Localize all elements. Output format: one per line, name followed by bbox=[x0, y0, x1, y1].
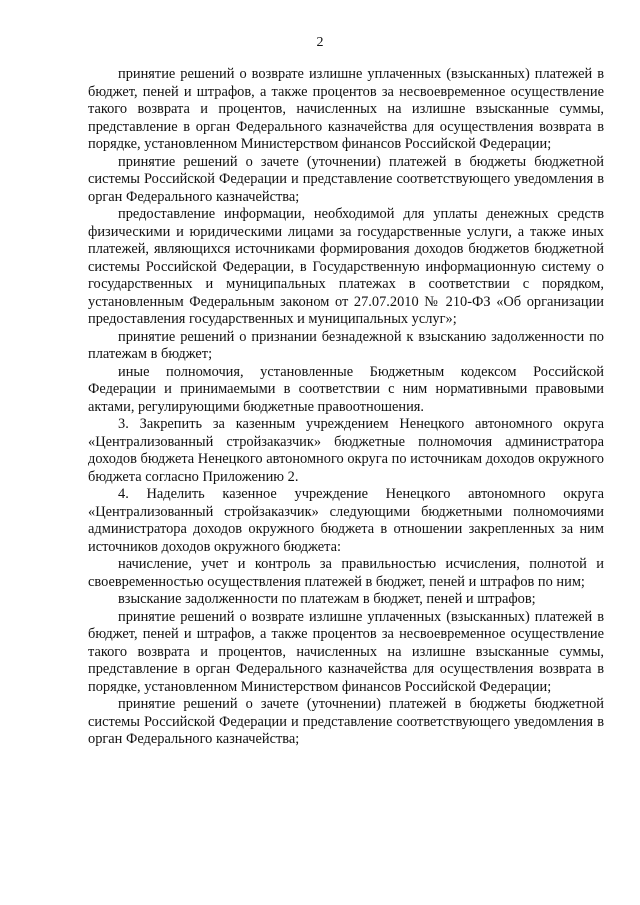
paragraph: иные полномочия, установленные Бюджетным кодексом Российской Федерации и принимаемыми в соответствии с ним нормативными правовыми актами, регулирующими бюджетные правоотношения. bbox=[88, 363, 604, 415]
paragraph: принятие решений о зачете (уточнении) платежей в бюджеты бюджетной системы Российской Федерации и представление соответствующего уведомления в орган Федерального казначейства; bbox=[88, 153, 604, 205]
paragraph: 3. Закрепить за казенным учреждением Ненецкого автономного округа «Централизованный стройзаказчик» бюджетные полномочия администратора доходов бюджета Ненецкого автономного округа по источникам доходов окружного бюджета согласно Приложению 2. bbox=[88, 416, 604, 485]
paragraph: 4. Наделить казенное учреждение Ненецкого автономного округа «Централизованный стройзаказчик» следующими бюджетными полномочиями администратора доходов окружного бюджета в отношении закрепленных за ним источников доходов окружного бюджета: bbox=[88, 486, 604, 555]
paragraph: принятие решений о признании безнадежной к взысканию задолженности по платежам в бюджет; bbox=[88, 328, 604, 362]
paragraph: предоставление информации, необходимой для уплаты денежных средств физическими и юридическими лицами за государственные услуги, а также иных платежей, являющихся источниками формирования доходов бюджетов бюджетной системы Российской Федерации, в Государственную информационную систему о государственных и муниципальных платежах в соответствии с порядком, установленным Федеральным законом от 27.07.2010 № 210-ФЗ «Об организации предоставления государственных и муниципальных услуг»; bbox=[88, 206, 604, 327]
page-number: 2 bbox=[316, 35, 324, 50]
paragraph: начисление, учет и контроль за правильностью исчисления, полнотой и своевременностью осуществления платежей в бюджет, пеней и штрафов по ним; bbox=[88, 556, 604, 590]
paragraph: принятие решений о возврате излишне уплаченных (взысканных) платежей в бюджет, пеней и штрафов, а также процентов за несвоевременное осуществление такого возврата и процентов, начисленных на излишне взысканные суммы, представление в орган Федерального казначейства для осуществления возврата в порядке, установленном Министерством финансов Российской Федерации; bbox=[88, 608, 604, 695]
paragraph: принятие решений о зачете (уточнении) платежей в бюджеты бюджетной системы Российской Федерации и представление соответствующего уведомления в орган Федерального казначейства; bbox=[88, 696, 604, 747]
paragraph: взыскание задолженности по платежам в бюджет, пеней и штрафов; bbox=[118, 591, 536, 607]
document-body bbox=[88, 66, 604, 749]
paragraph: принятие решений о возврате излишне уплаченных (взысканных) платежей в бюджет, пеней и штрафов, а также процентов за несвоевременное осуществление такого возврата и процентов, начисленных на излишне взысканные суммы, представление в орган Федерального казначейства для осуществления возврата в порядке, установленном Министерством финансов Российской Федерации; bbox=[88, 66, 604, 152]
